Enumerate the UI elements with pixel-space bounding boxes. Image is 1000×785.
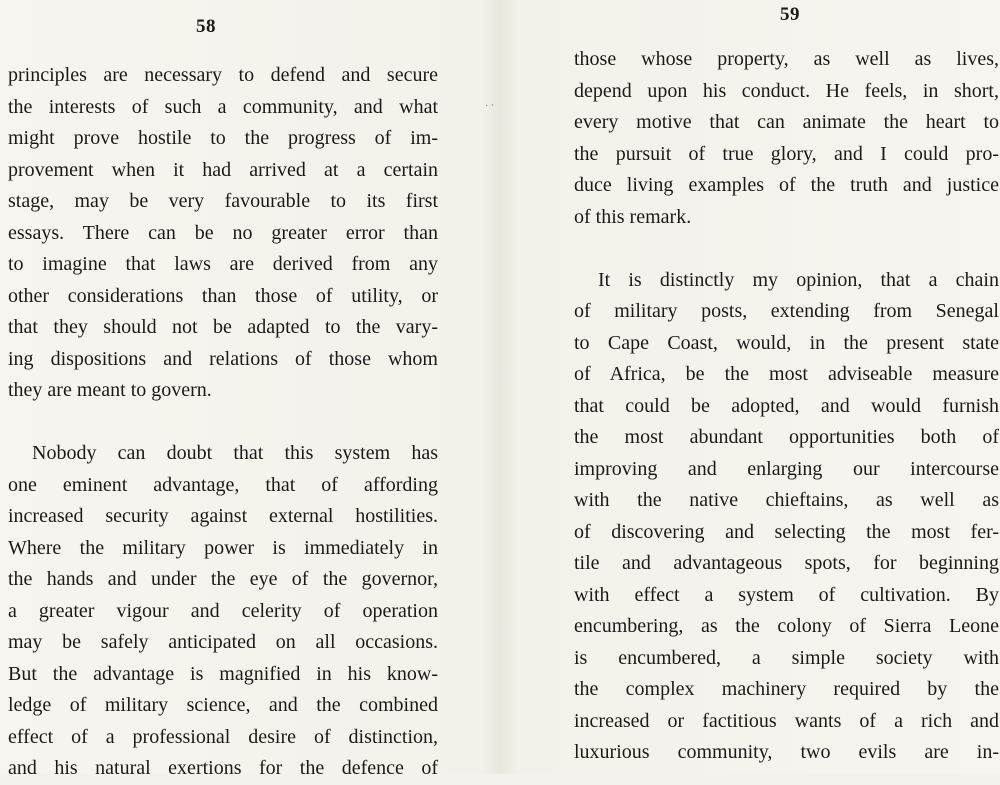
- text-line: with the native chieftains, as well as: [574, 489, 999, 511]
- text-line: essays. There can be no greater error than: [8, 221, 438, 244]
- text-line: ledge of military science, and the combined: [8, 694, 438, 716]
- text-line: stage, may be very favourable to its first: [8, 190, 438, 212]
- page-number-right: 59: [780, 4, 800, 25]
- text-line: to Cape Coast, would, in the present state: [574, 331, 999, 354]
- text-line: encumbering, as the colony of Sierra Leone: [574, 615, 999, 637]
- text-line: ing dispositions and relations of those whom: [8, 347, 438, 370]
- print-speck: ˙ ˋ: [485, 104, 495, 115]
- text-line: those whose property, as well as lives,: [574, 48, 999, 70]
- text-line: But the advantage is magnified in his know-: [8, 662, 438, 685]
- text-line: tile and advantageous spots, for beginning: [574, 552, 999, 574]
- text-line: that they should not be adapted to the vary-: [8, 316, 438, 338]
- text-line: a greater vigour and celerity of operation: [8, 599, 438, 622]
- text-line: of Africa, be the most adviseable measure: [574, 363, 999, 385]
- text-line: provement when it had arrived at a certain: [8, 158, 438, 181]
- text-line: principles are necessary to defend and secure: [8, 64, 438, 86]
- text-line: luxurious community, two evils are in-: [574, 741, 999, 763]
- text-line: may be safely anticipated on all occasions.: [8, 631, 438, 653]
- text-line: with effect a system of cultivation. By: [574, 583, 999, 606]
- page-number-left: 58: [196, 16, 216, 37]
- paragraph-gap: [8, 407, 438, 439]
- text-line: It is distinctly my opinion, that a chain: [598, 268, 999, 291]
- paragraph-gap: [574, 233, 999, 265]
- text-line: improving and enlarging our intercourse: [574, 457, 999, 480]
- text-line: of this remark.: [574, 205, 692, 228]
- text-line: that could be adopted, and would furnish: [574, 394, 999, 417]
- text-line: and his natural exertions for the defence of: [8, 757, 438, 779]
- left-page: [0, 0, 490, 779]
- text-line: depend upon his conduct. He feels, in short,: [574, 79, 999, 102]
- text-line: they are meant to govern.: [8, 379, 212, 401]
- text-line: Nobody can doubt that this system has: [32, 442, 438, 464]
- text-line: the complex machinery required by the: [574, 678, 999, 700]
- text-line: is encumbered, a simple society with: [574, 646, 999, 669]
- text-line: every motive that can animate the heart to: [574, 111, 999, 133]
- text-line: increased security against external hostilities.: [8, 505, 438, 527]
- text-line: one eminent advantage, that of affording: [8, 473, 438, 496]
- text-line: other considerations than those of utility, or: [8, 284, 438, 307]
- text-line: increased or factitious wants of a rich and: [574, 709, 999, 732]
- text-line: effect of a professional desire of distinction,: [8, 725, 438, 748]
- text-line: the pursuit of true glory, and I could pro-: [574, 142, 999, 165]
- left-page-text: [8, 60, 438, 785]
- text-line: the interests of such a community, and what: [8, 95, 438, 118]
- right-page-text: [574, 44, 999, 769]
- text-line: of discovering and selecting the most fer-: [574, 520, 999, 543]
- text-line: the hands and under the eye of the governor,: [8, 568, 438, 590]
- text-line: Where the military power is immediately in: [8, 536, 438, 559]
- text-line: duce living examples of the truth and justice: [574, 174, 999, 196]
- text-line: the most abundant opportunities both of: [574, 426, 999, 448]
- text-line: to imagine that laws are derived from any: [8, 253, 438, 275]
- right-page: [560, 0, 1000, 774]
- text-line: might prove hostile to the progress of im-: [8, 127, 438, 149]
- text-line: of military posts, extending from Senegal: [574, 300, 999, 322]
